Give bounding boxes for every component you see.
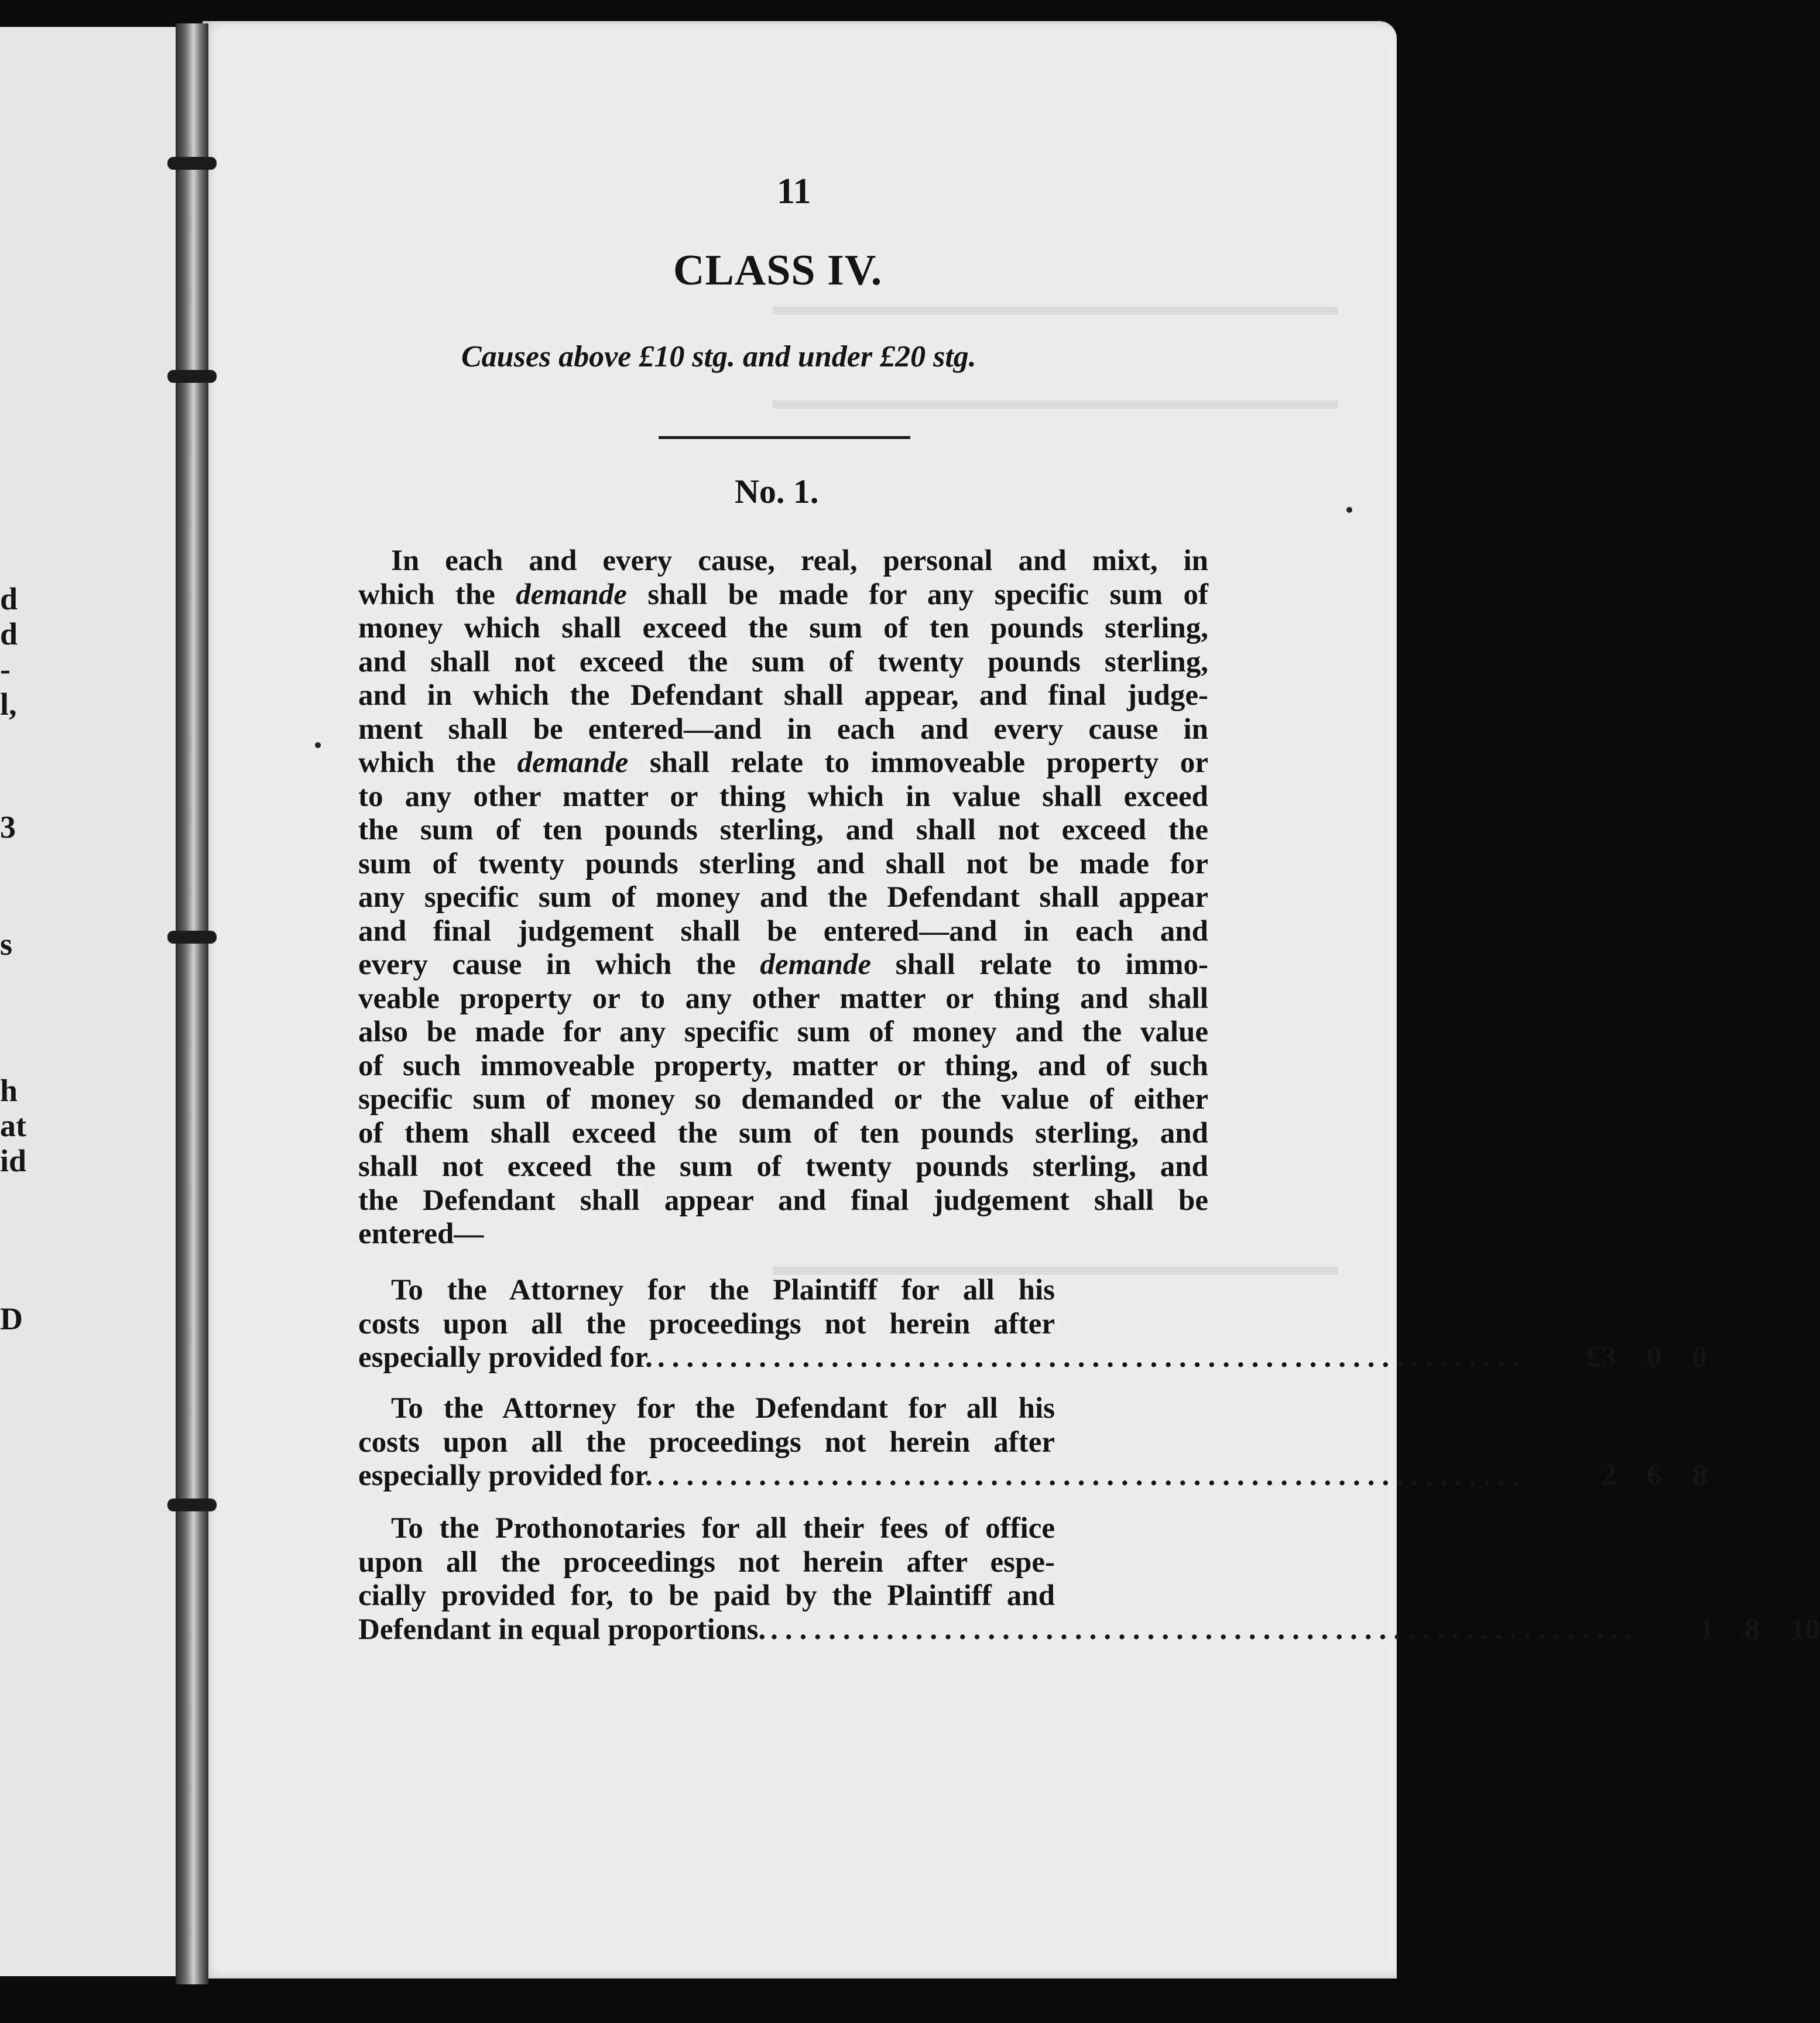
text-run: shall be made for any specific sum of xyxy=(626,578,1208,611)
fee-line: costs upon all the proceedings not herein after xyxy=(358,1307,1055,1340)
paragraph-line xyxy=(358,646,1208,680)
amount-pence: 8 xyxy=(1692,1459,1707,1492)
fee-amount-line xyxy=(358,1341,1707,1375)
paragraph-line xyxy=(358,1050,1208,1083)
left-page-fragment: - xyxy=(0,652,11,687)
paragraph-line xyxy=(358,1083,1208,1117)
text-run: every cause in which the xyxy=(358,948,760,981)
amount-pence: 10 xyxy=(1790,1613,1820,1646)
bleed-through: ▬▬▬▬▬▬▬▬▬▬▬▬▬▬▬▬▬▬▬▬▬ xyxy=(773,1251,1338,1281)
text-run: ment shall be entered—and in each and every cause in xyxy=(358,712,1208,746)
paragraph-line xyxy=(358,848,1208,882)
amount-pounds: £3 xyxy=(1586,1341,1616,1374)
text-run: money which shall exceed the sum of ten pounds sterling, xyxy=(358,612,1208,644)
text-run: of them shall exceed the sum of ten pounds sterling, and xyxy=(358,1116,1208,1150)
text-run: of such immoveable property, matter or thing, and of such xyxy=(358,1049,1208,1082)
left-page-fragment: d xyxy=(0,581,18,616)
amount-pounds: 1 xyxy=(1699,1613,1715,1646)
left-page-fragment: at xyxy=(0,1108,26,1143)
section-divider xyxy=(659,436,910,439)
left-facing-page xyxy=(0,27,186,1976)
amount-shillings: 0 xyxy=(1646,1341,1662,1374)
paragraph-line xyxy=(358,915,1208,949)
text-run: veable property or to any other matter or thing and shall xyxy=(358,982,1208,1015)
fee-entry xyxy=(358,1392,1707,1493)
italic-term: demande xyxy=(516,578,627,611)
fee-line: To the Attorney for the Defendant for all his xyxy=(391,1392,1055,1425)
fee-line: Defendant in equal proportions. xyxy=(358,1613,766,1646)
text-run: which the xyxy=(358,578,516,611)
paragraph-line xyxy=(358,1150,1208,1184)
fee-line: especially provided for. xyxy=(358,1459,653,1492)
text-run: the Defendant shall appear and final judgement shall be xyxy=(358,1184,1208,1217)
paragraph-line xyxy=(358,1218,1208,1251)
paragraph-line xyxy=(358,814,1208,848)
binding-stitch xyxy=(167,370,217,383)
text-run: shall relate to immo- xyxy=(871,948,1208,981)
text-run: specific sum of money so demanded or the value of either xyxy=(358,1083,1208,1116)
left-page-fragment: s xyxy=(0,927,13,962)
text-run: the sum of ten pounds sterling, and shall not exceed the xyxy=(358,814,1208,846)
text-run: and shall not exceed the sum of twenty pounds sterling, xyxy=(358,645,1208,678)
amount-shillings: 6 xyxy=(1646,1459,1662,1492)
fee-entry xyxy=(358,1274,1707,1375)
fee-amount xyxy=(1531,1459,1707,1493)
paragraph-line xyxy=(358,544,1208,578)
amount-shillings: 8 xyxy=(1744,1613,1760,1646)
fee-line: cially provided for, to be paid by the Plaintiff and xyxy=(358,1579,1055,1612)
italic-term: demande xyxy=(517,746,629,779)
dot-leader: ............................................................ xyxy=(657,1459,1527,1492)
ink-speck xyxy=(315,742,321,748)
paragraph-line xyxy=(358,612,1208,646)
page-number: 11 xyxy=(777,172,811,211)
paragraph-line xyxy=(358,780,1208,814)
left-page-fragment: l, xyxy=(0,687,17,722)
binding-stitch xyxy=(167,157,217,170)
ink-speck xyxy=(1346,507,1352,513)
text-run: which the xyxy=(358,746,517,779)
fee-amount xyxy=(1644,1613,1820,1647)
dot-leader: ............................................................ xyxy=(657,1341,1527,1374)
fee-amount-line xyxy=(358,1459,1707,1493)
paragraph-line xyxy=(358,679,1208,713)
fee-line: especially provided for. xyxy=(358,1341,653,1374)
fee-line: upon all the proceedings not herein after espe- xyxy=(358,1545,1055,1579)
text-run: to any other matter or thing which in value shall exceed xyxy=(358,780,1208,813)
text-run: any specific sum of money and the Defendant shall appear xyxy=(358,881,1208,914)
text-run: and final judgement shall be entered—and in each and xyxy=(358,914,1208,948)
left-page-fragment: h xyxy=(0,1073,18,1108)
amount-pounds: 2 xyxy=(1601,1459,1616,1492)
italic-term: demande xyxy=(760,948,872,981)
text-run: also be made for any specific sum of money and the value xyxy=(358,1016,1208,1048)
paragraph-line xyxy=(358,1117,1208,1151)
paragraph-line xyxy=(358,746,1208,780)
binding-stitch xyxy=(167,1499,217,1511)
paragraph-line xyxy=(358,1016,1208,1050)
class-subtitle: Causes above £10 stg. and under £20 stg. xyxy=(461,340,976,373)
left-page-fragment: id xyxy=(0,1143,27,1178)
left-page-fragment: 3 xyxy=(0,810,16,845)
section-heading: No. 1. xyxy=(735,472,819,510)
paragraph-line xyxy=(358,1184,1208,1218)
paragraph-line xyxy=(358,713,1208,747)
left-page-fragment: D xyxy=(0,1301,23,1336)
fee-amount-line xyxy=(358,1613,1820,1647)
dot-leader: ............................................................ xyxy=(770,1613,1640,1646)
bleed-through: ▬▬▬▬▬▬▬▬▬▬▬▬▬▬▬▬▬▬▬▬▬ xyxy=(773,291,1338,321)
fee-line: To the Attorney for the Plaintiff for all his xyxy=(391,1274,1055,1307)
text-run: shall relate to immoveable property or xyxy=(628,746,1208,779)
text-run: In each and every cause, real, personal and mixt, in xyxy=(391,544,1208,577)
main-paragraph xyxy=(358,544,1208,1251)
paragraph-line xyxy=(358,948,1208,982)
class-heading: CLASS IV. xyxy=(673,246,883,294)
text-run: and in which the Defendant shall appear, and final judge- xyxy=(358,679,1208,712)
paragraph-line xyxy=(358,881,1208,915)
fee-line: costs upon all the proceedings not herein after xyxy=(358,1425,1055,1459)
left-page-fragment: d xyxy=(0,616,18,652)
paragraph-line xyxy=(358,578,1208,612)
book-gutter xyxy=(176,23,208,1984)
fee-amount xyxy=(1531,1341,1707,1375)
fee-line: To the Prothonotaries for all their fees of office xyxy=(391,1512,1055,1545)
text-run: sum of twenty pounds sterling and shall not be made for xyxy=(358,847,1208,880)
amount-pence: 0 xyxy=(1692,1341,1707,1374)
paragraph-line xyxy=(358,982,1208,1016)
binding-stitch xyxy=(167,931,217,944)
text-run: entered— xyxy=(358,1218,484,1250)
bleed-through: ▬▬▬▬▬▬▬▬▬▬▬▬▬▬▬▬▬▬▬▬▬ xyxy=(773,385,1338,414)
text-run: shall not exceed the sum of twenty pounds sterling, and xyxy=(358,1150,1208,1183)
fee-entry xyxy=(358,1512,1820,1647)
